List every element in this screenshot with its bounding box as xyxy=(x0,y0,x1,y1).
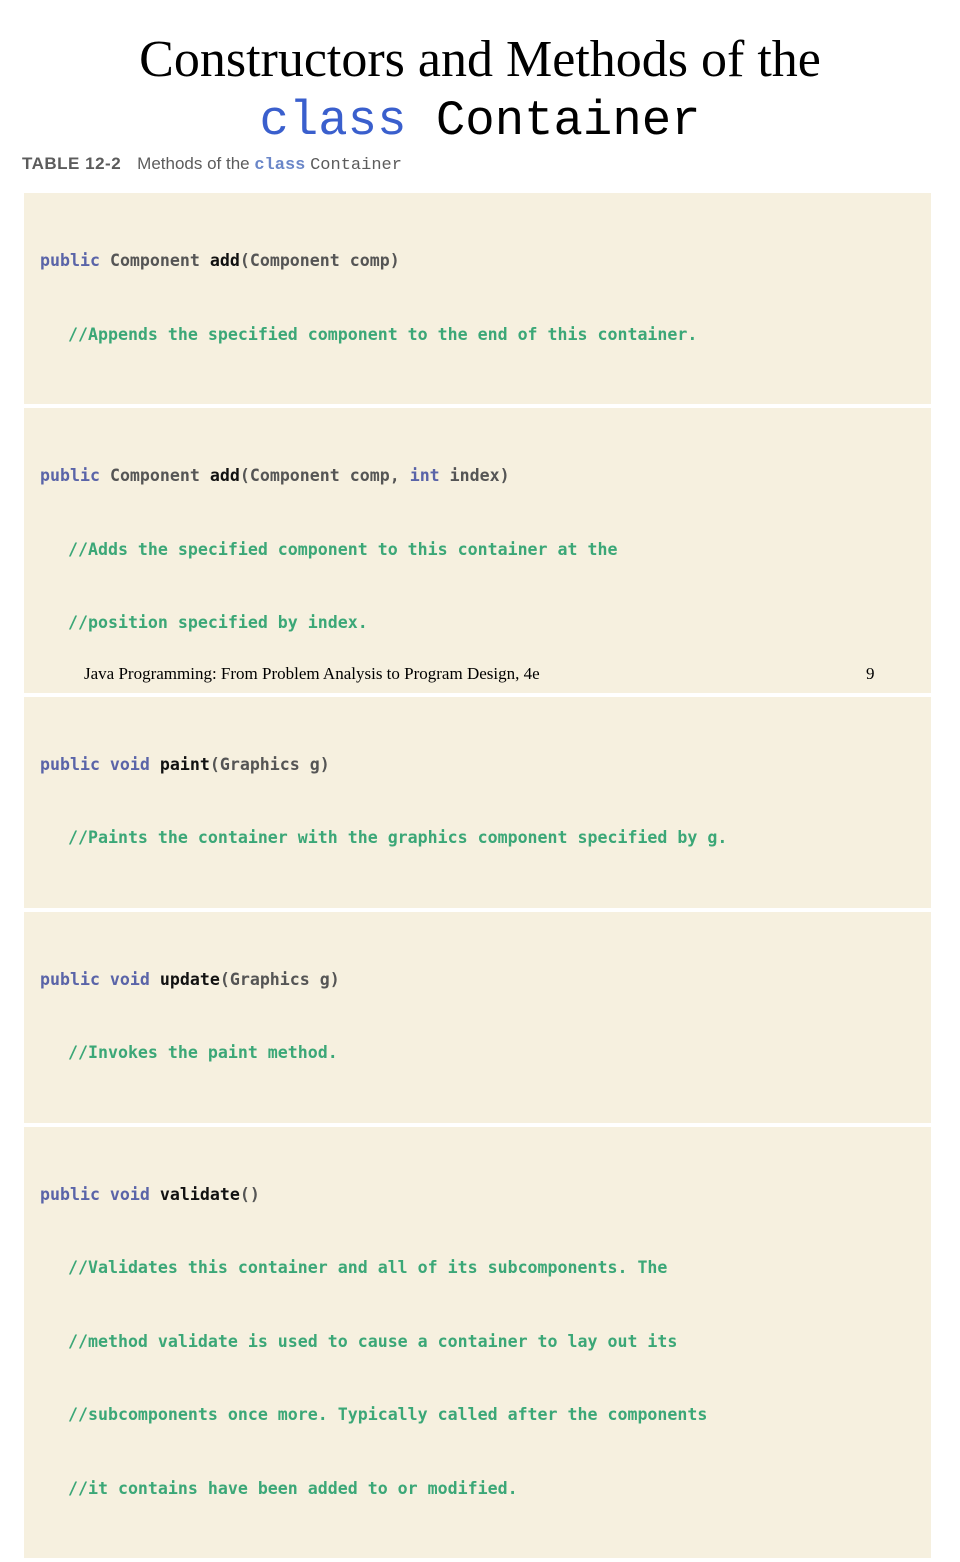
method-name: validate xyxy=(159,1184,240,1204)
title-line-1: Constructors and Methods of the xyxy=(139,31,821,88)
title-class-name: Container xyxy=(435,93,701,149)
return-type: Component xyxy=(109,466,200,485)
method-row xyxy=(24,1127,931,1559)
footer-book-title: Java Programming: From Problem Analysis to Program Design, 4e xyxy=(84,664,540,683)
method-comment: //method validate is used to cause a container to lay out its xyxy=(68,1331,678,1351)
method-comment: //position specified by index. xyxy=(68,613,368,632)
method-row xyxy=(24,408,931,693)
param-keyword: int xyxy=(409,466,440,485)
params-end: ) xyxy=(329,969,340,989)
page-number: 9 xyxy=(866,664,875,683)
modifier: public xyxy=(40,466,100,485)
caption-keyword: class xyxy=(254,156,306,175)
params: (Component comp xyxy=(239,251,390,270)
params-end: index) xyxy=(439,466,510,485)
return-type: Component xyxy=(109,251,200,270)
title-line-2 xyxy=(0,90,960,152)
method-signature xyxy=(40,464,921,489)
params: (Graphics g xyxy=(219,969,330,989)
method-comment: //subcomponents once more. Typically called after the components xyxy=(68,1405,708,1424)
method-comment: //Paints the container with the graphics component specified by g. xyxy=(68,828,728,847)
params-end: ) xyxy=(319,754,330,774)
table-label: TABLE 12-2 xyxy=(22,154,122,173)
method-row xyxy=(24,193,931,404)
params-end: ) xyxy=(389,251,400,270)
method-name: add xyxy=(209,251,240,270)
method-comment: //Invokes the paint method. xyxy=(68,1043,338,1062)
method-row xyxy=(24,697,931,908)
modifier: public xyxy=(40,251,100,270)
method-signature xyxy=(40,968,921,993)
methods-table xyxy=(24,193,931,1562)
method-name: paint xyxy=(159,754,210,774)
title-keyword: class xyxy=(259,93,407,149)
method-row xyxy=(24,912,931,1123)
method-comment: //Adds the specified component to this container at the xyxy=(68,539,618,559)
modifier: public void xyxy=(40,1184,150,1204)
method-signature xyxy=(40,753,921,778)
params: (Graphics g xyxy=(209,754,320,774)
caption-class-name: Container xyxy=(310,156,402,175)
slide-title xyxy=(0,30,960,152)
method-comment: //Validates this container and all of its subcomponents. The xyxy=(68,1258,668,1277)
modifier: public void xyxy=(40,754,150,774)
method-signature xyxy=(40,1183,921,1208)
method-signature xyxy=(40,249,921,274)
method-comment: //Appends the specified component to the end of this container. xyxy=(68,324,698,344)
modifier: public void xyxy=(40,969,150,989)
params: ( xyxy=(239,1184,250,1204)
params-end: ) xyxy=(249,1184,260,1204)
method-name: add xyxy=(209,466,240,485)
table-caption xyxy=(22,154,402,175)
caption-text: Methods of the xyxy=(137,154,250,173)
params: (Component comp, xyxy=(239,466,410,485)
method-comment: //it contains have been added to or modified. xyxy=(68,1478,518,1498)
method-name: update xyxy=(159,969,220,989)
